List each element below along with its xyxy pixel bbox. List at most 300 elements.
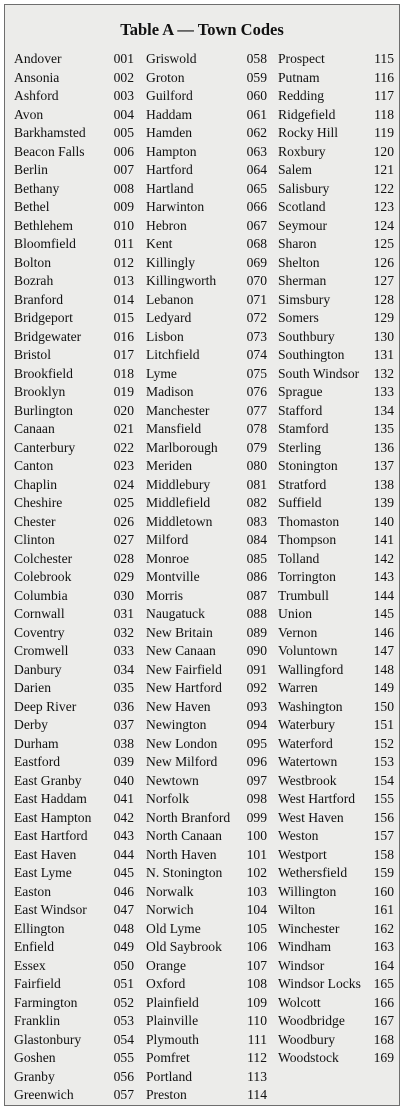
table-row xyxy=(278,735,398,754)
town-code: 124 xyxy=(373,217,394,233)
table-row xyxy=(278,402,398,421)
table-row xyxy=(278,624,398,643)
table-row xyxy=(146,1031,276,1050)
table-row xyxy=(146,827,276,846)
table-row xyxy=(146,531,276,550)
table-row xyxy=(14,827,134,846)
town-code: 065 xyxy=(246,180,267,196)
table-row xyxy=(14,698,134,717)
town-name: New Haven xyxy=(146,698,211,714)
town-name: Middlebury xyxy=(146,476,211,492)
table-row xyxy=(278,827,398,846)
table-row xyxy=(278,772,398,791)
table-row xyxy=(278,365,398,384)
town-name: Westbrook xyxy=(278,772,337,788)
table-row xyxy=(278,846,398,865)
table-row xyxy=(278,124,398,143)
table-row xyxy=(146,809,276,828)
table-row xyxy=(278,809,398,828)
table-row xyxy=(146,605,276,624)
town-name: Milford xyxy=(146,532,189,547)
town-code: 141 xyxy=(373,532,394,547)
town-code: 040 xyxy=(113,772,134,788)
table-row xyxy=(278,864,398,883)
town-code: 016 xyxy=(113,328,134,344)
town-code: 132 xyxy=(373,365,394,381)
town-name: Andover xyxy=(14,51,62,66)
table-row xyxy=(278,550,398,569)
town-code: 097 xyxy=(246,772,267,788)
town-code: 021 xyxy=(113,421,134,436)
town-code: 049 xyxy=(113,939,134,954)
town-code: 091 xyxy=(246,661,267,677)
table-row xyxy=(14,346,134,365)
table-row xyxy=(278,753,398,772)
town-code: 098 xyxy=(246,791,267,806)
town-name: Sprague xyxy=(278,384,323,399)
table-row xyxy=(278,513,398,532)
town-code: 154 xyxy=(373,772,394,788)
table-row xyxy=(146,883,276,902)
town-name: Warren xyxy=(278,680,318,695)
town-name: Essex xyxy=(14,957,46,973)
town-name: Plainville xyxy=(146,1013,199,1028)
table-row xyxy=(146,309,276,328)
town-name: Brooklyn xyxy=(14,384,66,399)
town-name: Watertown xyxy=(278,754,338,769)
town-code: 140 xyxy=(373,513,394,529)
town-name: Oxford xyxy=(146,976,186,991)
town-name: Newtown xyxy=(146,772,199,788)
town-code: 114 xyxy=(247,1087,267,1102)
town-name: Suffield xyxy=(278,495,322,510)
town-code: 111 xyxy=(247,1031,267,1047)
town-name: Washington xyxy=(278,698,343,714)
town-name: Canaan xyxy=(14,421,55,436)
town-name: Stafford xyxy=(278,402,323,418)
table-row xyxy=(14,161,134,180)
town-name: Putnam xyxy=(278,69,320,85)
table-row xyxy=(278,87,398,106)
town-code: 147 xyxy=(373,643,394,658)
town-code: 158 xyxy=(373,846,394,862)
table-row xyxy=(14,568,134,587)
table-row xyxy=(278,901,398,920)
town-code: 012 xyxy=(113,254,134,270)
town-name: Bethany xyxy=(14,180,60,196)
table-row xyxy=(14,864,134,883)
table-row xyxy=(278,457,398,476)
town-code: 064 xyxy=(246,162,267,177)
town-code: 105 xyxy=(246,920,267,936)
table-row xyxy=(146,901,276,920)
table-row xyxy=(14,661,134,680)
town-name: Bridgeport xyxy=(14,310,73,325)
town-code: 002 xyxy=(113,69,134,85)
table-row xyxy=(278,217,398,236)
table-row xyxy=(278,291,398,310)
town-code: 164 xyxy=(373,957,394,973)
table-row xyxy=(278,198,398,217)
town-code: 032 xyxy=(113,624,134,640)
town-code: 127 xyxy=(373,273,394,288)
town-name: Enfield xyxy=(14,939,55,954)
table-row xyxy=(278,1012,398,1031)
table-row xyxy=(14,50,134,69)
table-row xyxy=(146,476,276,495)
table-row xyxy=(278,920,398,939)
table-row xyxy=(278,716,398,735)
town-code: 073 xyxy=(246,328,267,344)
town-name: Manchester xyxy=(146,402,210,418)
town-code: 101 xyxy=(246,846,267,862)
town-name: Monroe xyxy=(146,550,190,566)
table-row xyxy=(14,1031,134,1050)
town-name: West Haven xyxy=(278,809,344,825)
town-code: 106 xyxy=(246,939,267,954)
table-row xyxy=(14,587,134,606)
town-name: Bridgewater xyxy=(14,328,82,344)
table-row xyxy=(14,106,134,125)
town-code: 053 xyxy=(113,1013,134,1028)
town-code: 080 xyxy=(246,458,267,473)
town-name: N. Stonington xyxy=(146,865,223,880)
table-row xyxy=(278,994,398,1013)
town-code: 063 xyxy=(246,143,267,159)
table-row xyxy=(14,975,134,994)
town-name: Old Saybrook xyxy=(146,939,222,954)
town-name: Southington xyxy=(278,347,345,362)
town-name: Willington xyxy=(278,883,337,899)
table-row xyxy=(278,106,398,125)
town-code: 059 xyxy=(246,69,267,85)
town-code: 024 xyxy=(113,476,134,492)
town-name: Windsor xyxy=(278,957,325,973)
town-name: Brookfield xyxy=(14,365,73,381)
town-name: Vernon xyxy=(278,624,318,640)
town-name: Thomaston xyxy=(278,513,340,529)
table-row xyxy=(278,254,398,273)
table-row xyxy=(146,217,276,236)
town-code: 104 xyxy=(246,902,267,917)
table-row xyxy=(146,1086,276,1105)
table-row xyxy=(146,1049,276,1068)
table-row xyxy=(278,587,398,606)
town-name: Barkhamsted xyxy=(14,125,86,140)
table-row xyxy=(146,790,276,809)
town-code: 072 xyxy=(246,310,267,325)
town-name: Union xyxy=(278,606,312,621)
town-name: Scotland xyxy=(278,199,326,214)
table-row xyxy=(146,420,276,439)
table-row xyxy=(14,402,134,421)
town-name: Ridgefield xyxy=(278,106,336,122)
town-name: Cromwell xyxy=(14,643,69,658)
town-code: 009 xyxy=(113,199,134,214)
town-code: 042 xyxy=(113,809,134,825)
town-code: 167 xyxy=(373,1013,394,1028)
town-name: Granby xyxy=(14,1068,55,1084)
town-name: Griswold xyxy=(146,51,197,66)
town-name: Westport xyxy=(278,846,327,862)
table-row xyxy=(14,679,134,698)
town-name: Beacon Falls xyxy=(14,143,85,159)
table-row xyxy=(146,346,276,365)
town-name: New Fairfield xyxy=(146,661,222,677)
table-row xyxy=(278,50,398,69)
town-name: Tolland xyxy=(278,550,320,566)
table-row xyxy=(278,494,398,513)
town-code: 162 xyxy=(373,920,394,936)
town-code: 157 xyxy=(373,828,394,843)
town-codes-table xyxy=(4,4,400,1106)
town-code: 035 xyxy=(113,680,134,695)
town-name: Hebron xyxy=(146,217,187,233)
town-name: Glastonbury xyxy=(14,1031,82,1047)
town-name: Bethel xyxy=(14,199,50,214)
town-code: 108 xyxy=(246,976,267,991)
town-code: 070 xyxy=(246,273,267,288)
town-name: Seymour xyxy=(278,217,328,233)
town-code: 163 xyxy=(373,939,394,954)
town-name: Wilton xyxy=(278,902,316,917)
table-row xyxy=(278,420,398,439)
town-name: North Branford xyxy=(146,809,231,825)
town-name: Cheshire xyxy=(14,495,63,510)
town-name: Berlin xyxy=(14,162,48,177)
town-code: 038 xyxy=(113,735,134,751)
town-name: Winchester xyxy=(278,920,340,936)
table-row xyxy=(146,180,276,199)
town-code: 047 xyxy=(113,902,134,917)
town-code: 010 xyxy=(113,217,134,233)
town-code: 121 xyxy=(373,162,394,177)
town-name: Norwalk xyxy=(146,883,194,899)
town-code: 148 xyxy=(373,661,394,677)
table-row xyxy=(146,383,276,402)
town-code: 150 xyxy=(373,698,394,714)
town-code: 007 xyxy=(113,162,134,177)
town-name: Portland xyxy=(146,1068,193,1084)
table-row xyxy=(278,568,398,587)
table-row xyxy=(278,698,398,717)
town-name: Orange xyxy=(146,957,187,973)
town-code: 017 xyxy=(113,347,134,362)
town-code: 115 xyxy=(374,51,394,66)
town-code: 144 xyxy=(373,587,394,603)
town-code: 071 xyxy=(246,291,267,307)
town-name: Sterling xyxy=(278,439,322,455)
town-name: Lyme xyxy=(146,365,177,381)
table-row xyxy=(278,531,398,550)
town-code: 074 xyxy=(246,347,267,362)
town-code: 018 xyxy=(113,365,134,381)
town-code: 107 xyxy=(246,957,267,973)
table-row xyxy=(14,309,134,328)
town-name: New Britain xyxy=(146,624,213,640)
table-row xyxy=(146,50,276,69)
table-row xyxy=(146,698,276,717)
town-code: 136 xyxy=(373,439,394,455)
town-code: 155 xyxy=(373,791,394,806)
town-name: Haddam xyxy=(146,106,193,122)
town-code: 078 xyxy=(246,421,267,436)
town-code: 028 xyxy=(113,550,134,566)
table-row xyxy=(146,69,276,88)
town-code: 052 xyxy=(113,994,134,1010)
town-name: Danbury xyxy=(14,661,62,677)
town-code: 087 xyxy=(246,587,267,603)
town-code: 068 xyxy=(246,236,267,251)
town-code: 120 xyxy=(373,143,394,159)
town-name: Prospect xyxy=(278,51,325,66)
table-row xyxy=(14,143,134,162)
town-code: 082 xyxy=(246,495,267,510)
table-row xyxy=(14,420,134,439)
town-code: 119 xyxy=(374,125,394,140)
town-code: 025 xyxy=(113,495,134,510)
town-name: Southbury xyxy=(278,328,335,344)
table-row xyxy=(278,383,398,402)
table-row xyxy=(146,143,276,162)
town-name: East Haven xyxy=(14,846,77,862)
town-code: 137 xyxy=(373,458,394,473)
town-code: 139 xyxy=(373,495,394,510)
town-name: Fairfield xyxy=(14,976,61,991)
town-name: Chaplin xyxy=(14,476,58,492)
town-code: 023 xyxy=(113,458,134,473)
town-name: Bolton xyxy=(14,254,52,270)
town-name: Naugatuck xyxy=(146,606,205,621)
table-row xyxy=(14,883,134,902)
town-code: 033 xyxy=(113,643,134,658)
town-name: Roxbury xyxy=(278,143,326,159)
town-name: Madison xyxy=(146,384,194,399)
town-code: 067 xyxy=(246,217,267,233)
town-code: 056 xyxy=(113,1068,134,1084)
town-name: Trumbull xyxy=(278,587,329,603)
town-code: 110 xyxy=(247,1013,267,1028)
table-row xyxy=(278,476,398,495)
town-code: 006 xyxy=(113,143,134,159)
town-code: 142 xyxy=(373,550,394,566)
table-row xyxy=(146,679,276,698)
table-row xyxy=(14,87,134,106)
town-code: 008 xyxy=(113,180,134,196)
town-name: Plymouth xyxy=(146,1031,199,1047)
table-row xyxy=(278,642,398,661)
town-code: 094 xyxy=(246,717,267,732)
town-code: 146 xyxy=(373,624,394,640)
town-name: Hartford xyxy=(146,162,193,177)
town-code: 077 xyxy=(246,402,267,418)
town-name: Greenwich xyxy=(14,1087,74,1102)
table-row xyxy=(278,605,398,624)
town-name: Hamden xyxy=(146,125,193,140)
town-name: Ansonia xyxy=(14,69,60,85)
table-row xyxy=(14,1086,134,1105)
table-row xyxy=(278,309,398,328)
town-name: Meriden xyxy=(146,458,193,473)
town-name: Sherman xyxy=(278,273,327,288)
town-code: 149 xyxy=(373,680,394,695)
town-name: Derby xyxy=(14,717,48,732)
town-name: Morris xyxy=(146,587,184,603)
town-name: Newington xyxy=(146,717,207,732)
table-row xyxy=(278,679,398,698)
town-code: 062 xyxy=(246,125,267,140)
town-code: 166 xyxy=(373,994,394,1010)
table-row xyxy=(146,272,276,291)
town-name: West Hartford xyxy=(278,791,356,806)
town-code: 036 xyxy=(113,698,134,714)
column-1 xyxy=(14,50,134,1105)
table-row xyxy=(14,217,134,236)
town-name: New Hartford xyxy=(146,680,222,695)
town-name: Bozrah xyxy=(14,273,54,288)
town-code: 076 xyxy=(246,384,267,399)
town-name: New Milford xyxy=(146,754,218,769)
town-name: Franklin xyxy=(14,1013,61,1028)
town-name: Windsor Locks xyxy=(278,976,361,991)
town-code: 004 xyxy=(113,106,134,122)
town-name: Bethlehem xyxy=(14,217,73,233)
town-name: Chester xyxy=(14,513,56,529)
table-row xyxy=(14,365,134,384)
town-code: 046 xyxy=(113,883,134,899)
table-row xyxy=(146,328,276,347)
table-row xyxy=(146,1012,276,1031)
town-code: 089 xyxy=(246,624,267,640)
town-name: Waterbury xyxy=(278,717,336,732)
table-row xyxy=(14,439,134,458)
town-name: Norwich xyxy=(146,902,194,917)
town-name: East Hampton xyxy=(14,809,92,825)
town-code: 013 xyxy=(113,273,134,288)
town-code: 031 xyxy=(113,606,134,621)
town-name: Rocky Hill xyxy=(278,125,339,140)
town-name: Killingworth xyxy=(146,273,217,288)
town-name: Woodstock xyxy=(278,1050,339,1065)
town-code: 130 xyxy=(373,328,394,344)
table-row xyxy=(14,901,134,920)
town-code: 133 xyxy=(373,384,394,399)
table-row xyxy=(146,846,276,865)
town-name: Darien xyxy=(14,680,51,695)
town-code: 118 xyxy=(374,106,394,122)
table-row xyxy=(146,587,276,606)
town-code: 125 xyxy=(373,236,394,251)
town-code: 069 xyxy=(246,254,267,270)
town-code: 103 xyxy=(246,883,267,899)
table-row xyxy=(146,457,276,476)
town-code: 057 xyxy=(113,1087,134,1102)
table-row xyxy=(14,550,134,569)
town-code: 095 xyxy=(246,735,267,751)
town-code: 099 xyxy=(246,809,267,825)
town-name: Bloomfield xyxy=(14,236,76,251)
town-name: East Granby xyxy=(14,772,82,788)
town-name: Waterford xyxy=(278,735,333,751)
town-name: Easton xyxy=(14,883,51,899)
table-row xyxy=(146,124,276,143)
table-row xyxy=(14,291,134,310)
town-name: Goshen xyxy=(14,1050,56,1065)
table-row xyxy=(146,494,276,513)
town-name: Litchfield xyxy=(146,347,200,362)
town-name: Branford xyxy=(14,291,64,307)
town-code: 117 xyxy=(374,88,394,103)
